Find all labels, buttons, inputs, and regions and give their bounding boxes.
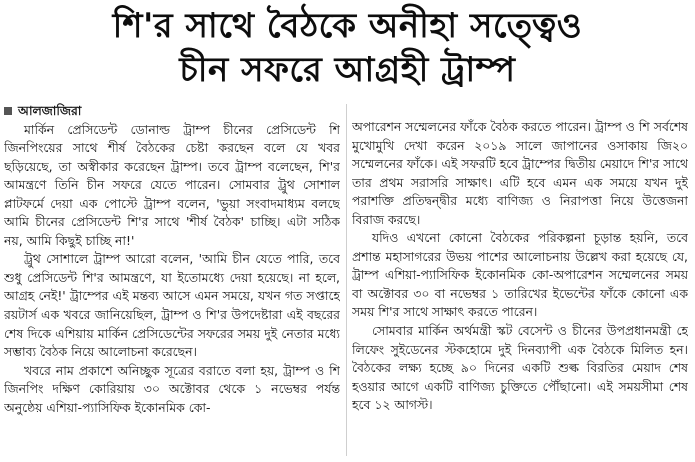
paragraph: অপারেশন সম্মেলনের ফাঁকে বৈঠক করতে পারেন। ট্রাম্প ও শি সর্বশেষ মুখোমুখি দেখা করেন ২০১৯ সালে জাপানের ওসাকায় জি২০ সম্মেলনের ফাঁকে। এই সফরটি হবে ট্রাম্পের দ্বিতীয় মেয়াদে শি'র সাথে তার প্রথম সরাসরি সাক্ষাৎ। এটি হবে এমন এক সময়ে যখন দুই পরাশক্তি প্রতিদ্বন্দ্বীর মধ্যে বাণিজ্য ও নিরাপত্তা নিয়ে উত্তেজনা বিরাজ করছে। (352, 119, 688, 227)
byline-source: আলজাজিরা (18, 103, 82, 118)
headline-line-2: চীন সফরে আগ্রহী ট্রাম্প (179, 50, 516, 90)
article-column-right (352, 118, 688, 458)
paragraph: সোমবার মার্কিন অর্থমন্ত্রী স্কট বেসেন্ট ও চীনের উপপ্রধানমন্ত্রী হে লিফেং সুইডেনের স্টকহোমে দুই দিনব্যাপী এক বৈঠকে মিলিত হন। বৈঠকের লক্ষ্য হচ্ছে ৯০ দিনের একটি শুল্ক বিরতির মেয়াদ শেষ হওয়ার আগে একটি বাণিজ্য চুক্তিতে পৌঁছানো। এই সময়সীমা শেষ হবে ১২ আগস্ট। (352, 323, 688, 413)
paragraph: যদিও এখনো কোনো বৈঠকের পরিকল্পনা চূড়ান্ত হয়নি, তবে প্রশান্ত মহাসাগরের উভয় পাশের আলোচনায় উল্লেখ করা হয়েছে যে, ট্রাম্প এশিয়া-প্যাসিফিক ইকোনমিক কো-অপারেশন সম্মেলনের সময় বা অক্টোবর ৩০ বা নভেম্বর ১ তারিখের ইভেন্টের ফাঁকে কোনো এক সময় শি'র সাথে সাক্ষাৎ করতে পারেন। (352, 230, 688, 320)
paragraph: মার্কিন প্রেসিডেন্ট ডোনাল্ড ট্রাম্প চীনের প্রেসিডেন্ট শি জিনপিংয়ের সাথে শীর্ষ বৈঠকের চেষ্টা করছেন বলে যে খবর ছড়িয়েছে, তা অস্বীকার করেছেন ট্রাম্প। তবে ট্রাম্প বলেছেন, শি'র আমন্ত্রণে তিনি চীন সফরে যেতে পারেন। সোমবার ট্রুথ সোশাল প্লাটফর্মে দেয়া এক পোস্টে ট্রাম্প বলেন, 'ভুয়া সংবাদমাধ্যম বলছে আমি চীনের প্রেসিডেন্ট শি'র সাথে 'শীর্ষ বৈঠক' চাচ্ছি। এটা সঠিক নয়, আমি কিছুই চাচ্ছি না!' (4, 121, 340, 248)
column-divider (346, 104, 347, 456)
headline-line-1: শি'র সাথে বৈঠকে অনীহা সত্ত্বেও (112, 6, 583, 46)
bullet-square-icon (4, 107, 12, 115)
paragraph: খবরে নাম প্রকাশে অনিচ্ছুক সূত্রের বরাতে বলা হয়, ট্রাম্প ও শি জিনপিং দক্ষিণ কোরিয়ায় ৩০ অক্টোবর থেকে ১ নভেম্বর পর্যন্ত অনুষ্ঠেয় এশিয়া-প্যাসিফিক ইকোনমিক কো- (4, 362, 340, 415)
paragraph: ট্রুথ সোশালে ট্রাম্প আরো বলেন, 'আমি চীন যেতে পারি, তবে শুধু প্রেসিডেন্ট শি'র আমন্ত্রণে, যা ইতোমধ্যে দেয়া হয়েছে। না হলে, আগ্রহ নেই!' ট্রাম্পের এই মন্তব্য আসে এমন সময়ে, যখন গত সপ্তাহে রয়টার্স এক খবরে জানিয়েছিল, ট্রাম্প ও শি'র উপদেষ্টারা এই বছরের শেষ দিকে এশিয়ায় মার্কিন প্রেসিডেন্টের সফরের সময় দুই নেতার মধ্যে সম্ভাব্য বৈঠক নিয়ে আলোচনা করেছেন। (4, 251, 340, 360)
article-column-left (4, 102, 340, 458)
byline (4, 102, 340, 121)
headline (0, 4, 695, 92)
